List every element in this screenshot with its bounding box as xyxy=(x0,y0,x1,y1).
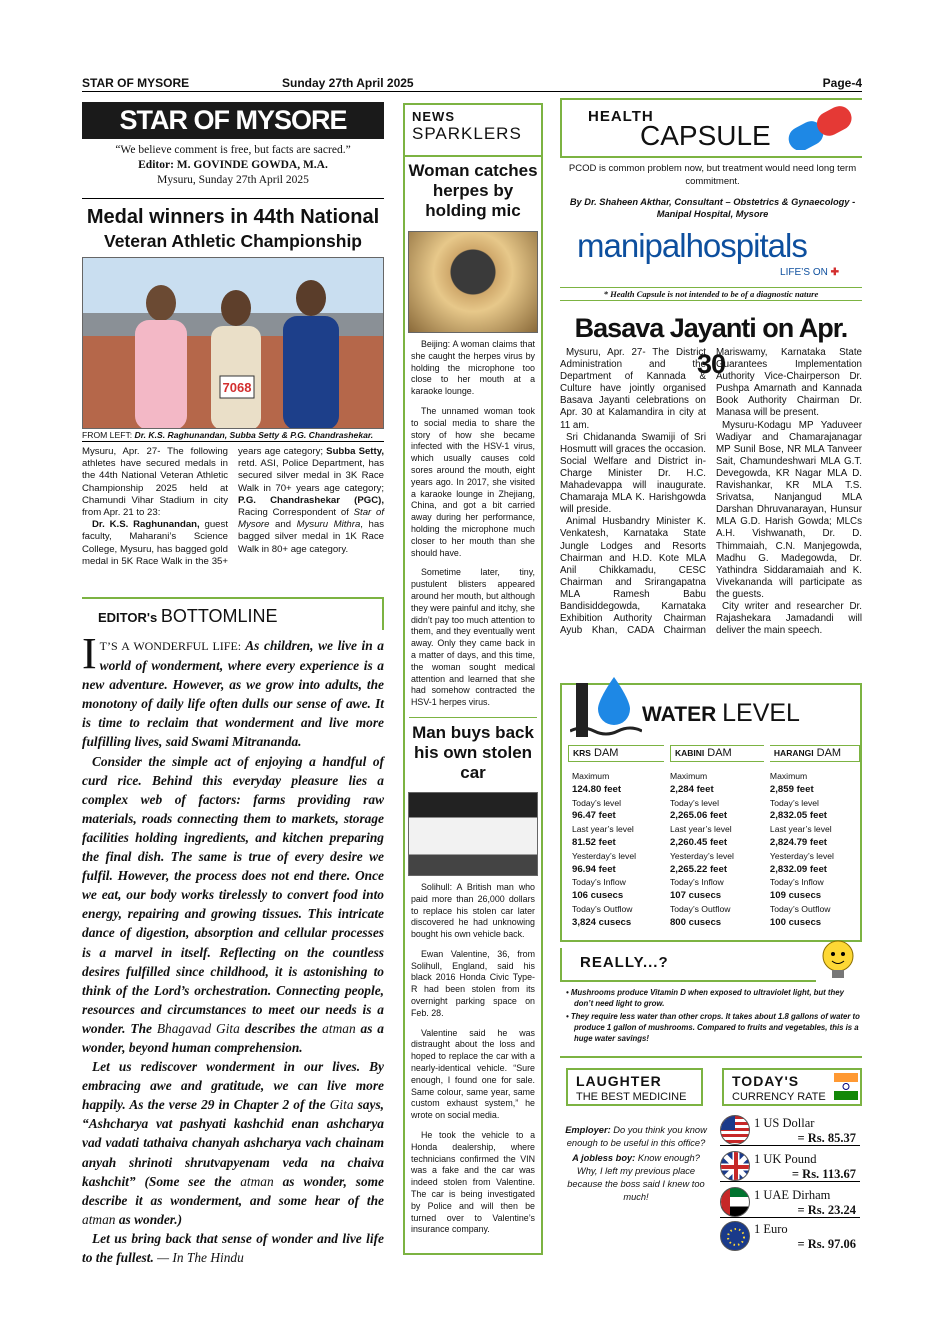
pill-icon xyxy=(780,106,862,150)
athletes-illustration xyxy=(83,258,384,429)
news-headline-2: Man buys back his own stolen car xyxy=(412,722,534,782)
page-header xyxy=(82,76,862,92)
page-number: Page-4 xyxy=(822,76,862,90)
dam-krs: KRS DAM Maximum 124.80 feet Today’s level 96.47 feet Last year’s level 81.52 feet Yesterday’s level 96.94 feet Today’s Inflow 106 cusecs Today’s Outflow 3,824 cusecs xyxy=(568,745,664,930)
race-bib: 7068 xyxy=(222,380,252,395)
rate-usd: 1 US Dollar = Rs. 85.37 xyxy=(720,1114,860,1146)
bottomline-text: I T’S A WONDERFUL LIFE: As children, we live in a world of wonderment, where every experience is a new adventure. However, as we grow into adults, the monotony of daily life often dulls our sense of awe. It is time to reclaim that wonderment and live more fulfilling lives, said Swami Mitrananda. Consider the simple act of enjoying a handful of curd rice. Behind this everyday pleasure lies a complex web of factors: farms providing raw materials, roads connecting them to markets, storage facilities holding ingredients, and kitchen preparing the final dish. The same is true of every desire we fulfil. However, the process does not end there. Once we eat, our body works tirelessly to convert food into energy, repairing and growing tissues. This intricate dance of digestion, absorption and cellular processes is a marvel in itself. Reflecting on the countless desires fulfilled since childhood, it is astonishing to think of the Lord’s orchestration. Connecting people, resources and circumstances to meet our needs is a wonder. The Bhagavad Gita describes the atman as a wonder, beyond human comprehension. Let us rediscover wonderment in our lives. By embracing awe and gratitude, we can live more happily. As the verse 29 in Chapter 2 of the Gita says, “Ashcharya vat pashyati kashchid enan ashcharya vad vadati tathaiva chanyah ashcharya vach chainam anyah shrinoti shrutvapyenam veda na chaiva kashchit” (Some see the atman as wonder, some describe it as wonderment, and some hear of the atman as wonder.) Let us bring back that sense of wonder and live life to the fullest. — In The Hindu xyxy=(82,629,385,1265)
car-photo xyxy=(408,792,538,876)
athletes-photo xyxy=(82,257,384,429)
medal-headline: Medal winners in 44th National Veteran Athletic Championship xyxy=(86,206,380,251)
paper-name: STAR OF MYSORE xyxy=(82,76,190,90)
medal-article: Mysuru, Apr. 27- The following athletes have secured medals in the 44th National Veteran Athletic Championship 2025 held at Chamundi Vihar Stadium in city from Apr. 21 to 23: Dr. K.S. Raghunandan, guest faculty, Maharani’s Science College, Mysuru, has bagged gold medal in 5K Race Walk in the 35+ years age category; Subba Setty, retd. ASI, Police Department, has secured silver medal in 3K Race Walk in 70+ years age category; P.G. Chandrashekar (PGC), Racing Correspondent of Star of Mysore and Mysuru Mithra, has bagged silver medal in 1K Race Walk in 80+ age category. xyxy=(82,446,385,567)
masthead-title: STAR OF MYSORE xyxy=(82,102,384,139)
manipal-logo: manipalhospitals LIFE’S ON ✚ xyxy=(577,227,839,278)
basava-article: Mysuru, Apr. 27- The District Administration and the Department of Kannada & Culture have jointly organised Basava Jayanti celebrations on Apr. 30 at Kalamandira in city at 11 am. Sri Chidananda Swamiji of Sri Hosmutt will graces the occasion. Social Welfare and District in-Charge Minister Dr. H.C. Mahadevappa will inaugurate. Chamaraja MLA K. Harishgowda will preside. Animal Husbandry Minister K. Venkatesh, Karnataka State Jungle Lodges and Resorts Chairman and H.D. Kote MLA Anil Chikkamadu, CESC Chairman and Srirangapatna MLA Ramesh Babu Bandisiddegowda, Karnataka Exhibition Authority Chairman Ayub Khan, CADA Chairman Mariswamy, Karnataka State Guarantees Implementation Authority Vice-Chairperson Dr. Pushpa Amarnath and Kannada Book Authority Chairman Dr. Manasa will be present. Mysuru-Kodagu MP Yaduveer Wadiyar and Chamarajanagar MP Sunil Bose, NR MLA Tanveer Sait, Chamundeshwari MLA G.T. Devegowda, KR Nagar MLA D. Ravishankar, KR MLA T.S. Srivatsa, Nanjangud MLA Darshan Dhruvanarayan, Hunsur MLA G.D. Harish Gowda; MLCs A.H. Vishwanath, Dr. D. Thimmaiah, C.N. Manjegowda, Madhu G. Madegowda, Dr. Yathindra Siddaramaiah and K. Vivekananda will participate as the guests. City writer and researcher Dr. Rajashekara Jamadandi will deliver the main speech. xyxy=(560,347,862,637)
news-headline-1: Woman catches herpes by holding mic xyxy=(408,161,538,220)
plus-icon: ✚ xyxy=(830,267,839,278)
water-level-box: WATER LEVEL KRS DAM Maximum 124.80 feet Today’s level 96.47 feet Last year’s level 81.52 feet Yesterday’s level 96.94 feet Today’s Inflow 106 cusecs Today’s Outflow 3,824 cusecs KABINI DAM Maximum 2,284 feet Today’s level 2,265.06 feet Last year’s level 2,260.45 feet Yesterday’s level 2,265.22 feet Today’s Inflow 107 cusecs Today’s Outflow 800 cusecs HARANGI DAM Maximum 2,859 feet Today’s level 2,832.05 feet Last year’s level 2,824.79 feet Yesterday’s level 2,832.09 feet Today’s Inflow 109 cusecs Today’s Outflow 100 cusecs xyxy=(560,683,862,942)
rate-eur: 1 Euro = Rs. 97.06 xyxy=(720,1220,860,1252)
issue-date: Sunday 27th April 2025 xyxy=(282,76,414,90)
laughter-header: LAUGHTER THE BEST MEDICINE xyxy=(566,1068,703,1106)
currency-rates xyxy=(720,1114,860,1254)
bottomline-header: EDITOR's BOTTOMLINE xyxy=(82,597,384,630)
photo-caption: FROM LEFT: Dr. K.S. Raghunandan, Subba Setty & P.G. Chandrashekar. xyxy=(82,430,374,440)
health-note: * Health Capsule is not intended to be of a diagnostic nature xyxy=(560,287,862,301)
uae-flag-icon xyxy=(720,1187,750,1217)
currency-header: TODAY'S CURRENCY RATE xyxy=(722,1068,862,1106)
motto: “We believe comment is free, but facts are sacred.” xyxy=(115,144,351,156)
dateline: Mysuru, Sunday 27th April 2025 xyxy=(157,174,309,186)
editor-line: Editor: M. GOVINDE GOWDA, M.A. xyxy=(138,159,328,171)
news-article-2: Solihull: A British man who paid more than 26,000 dollars to replace his stolen car later discovered he had unknowing bought his own vehicle back. Ewan Valentine, 36, from Solihull, England, said his black 2016 Honda Civic Type-R had been stolen from its overnight parking space on Feb. 28. Valentine said he was distraught about the loss and hoped to replace the car with a nearly-identical vehicle. “Sure enough, I found one for sale. Same colour, same year, same custom exhaust system,” he wrote on social media. He took the vehicle to a Honda dealership, where technicians confirmed the VIN was a fake and the car was indeed stolen from Valentine. The car is being investigated by Police and will then be turned over to Valentine’s insurance company. xyxy=(411,881,535,1235)
us-flag-icon xyxy=(720,1115,750,1145)
lightbulb-icon xyxy=(815,936,861,982)
health-header: HEALTH CAPSULE xyxy=(560,98,862,158)
really-list xyxy=(566,987,862,1044)
drop-cap: I xyxy=(82,629,97,678)
news-article-1: Beijing: A woman claims that she caught the herpes virus by holding the microphone too close to her mouth at a karaoke lounge. The unnamed woman took to social media to share the story of how she became infected with the HSV-1 virus, which usually causes cold sores around the mouth, eight years ago. In 2017, she visited a karaoke lounge in Zhejiang, China, and got a bit carried away during her performance, holding the microphone much closer to her mouth than she should have. Sometime later, tiny, pustulent blisters appeared around her mouth, but although they were painful and itchy, she didn’t pay too much attention to them, and they eventually went away. Only they came back in a matter of days, and this time, the woman sought medical attention and learned that she had somehow contracted the HSV-1 herpes virus. xyxy=(411,339,535,708)
dam-kabini: KABINI DAM Maximum 2,284 feet Today’s level 2,265.06 feet Last year’s level 2,260.45 feet Yesterday’s level 2,265.22 feet Today’s Inflow 107 cusecs Today’s Outflow 800 cusecs xyxy=(670,745,764,930)
water-drop-icon xyxy=(570,673,642,739)
eu-flag-icon xyxy=(720,1221,750,1251)
india-flag-icon xyxy=(834,1073,858,1101)
rate-gbp: 1 UK Pound = Rs. 113.67 xyxy=(720,1150,860,1182)
microphone-photo xyxy=(408,231,538,333)
uk-flag-icon xyxy=(720,1151,750,1181)
dam-harangi: HARANGI DAM Maximum 2,859 feet Today’s level 2,832.05 feet Last year’s level 2,824.79 feet Yesterday’s level 2,832.09 feet Today’s Inflow 109 cusecs Today’s Outflow 100 cusecs xyxy=(770,745,860,930)
health-text: PCOD is common problem now, but treatment would need long term commitment. xyxy=(568,163,857,187)
really-header: REALLY...? xyxy=(560,948,816,982)
health-byline: By Dr. Shaheen Akthar, Consultant – Obstetrics & Gynaecology - Manipal Hospital, Mysore xyxy=(569,197,856,219)
rate-aed: 1 UAE Dirham = Rs. 23.24 xyxy=(720,1186,860,1218)
basava-headline: Basava Jayanti on Apr. 30 xyxy=(574,313,848,379)
news-sparklers: NEWS SPARKLERS Woman catches herpes by holding mic Beijing: A woman claims that she caught the herpes virus by holding the microphone too close to her mouth at a karaoke lounge. The unnamed woman took to social media to share the story of how she became infected with the HSV-1 virus, which usually causes cold sores around the mouth, eight years ago. In 2017, she visited a karaoke lounge in Zhejiang, China, and got a bit carried away during her performance, holding the microphone much closer to her mouth than she should have. Sometime later, tiny, pustulent blisters appeared around her mouth, but although they were painful and itchy, she didn’t pay too much attention to them, and they eventually went away. Only they came back in a matter of days, and this time, the woman sought medical attention and learned that she had somehow contracted the HSV-1 herpes virus. Man buys back his own stolen car Solihull: A British man who paid more than 26,000 dollars to replace his stolen car later discovered he had unknowing bought his own vehicle back. Ewan Valentine, 36, from Solihull, England, said his black 2016 Honda Civic Type-R had been stolen from its overnight parking space on Feb. 28. Valentine said he was distraught about the loss and hoped to replace the car with a nearly-identical vehicle. “Sure enough, I found one for sale. Same colour, same year, same custom exhaust system,” he wrote on social media. He took the vehicle to a Honda dealership, where technicians confirmed the VIN was a fake and the car was indeed stolen from Valentine. The car is being investigated by Police and will then be turned over to Valentine’s insurance company. xyxy=(403,103,543,1255)
list-item: • They require less water than other crops. It takes about 1.8 gallons of water to produce 1 gallon of mushrooms. Compared to fruits and vegetables, this is a huge water savings! xyxy=(566,1012,860,1043)
masthead-info xyxy=(82,143,384,188)
laughter-joke: Employer: Do you think you know enough to be useful in this office? A jobless boy: Know enough? Why, I left my previous place because the boss said I knew too much! xyxy=(565,1125,707,1202)
list-item: • Mushrooms produce Vitamin D when exposed to ultraviolet light, but they don’t need light to grow. xyxy=(566,988,844,1008)
